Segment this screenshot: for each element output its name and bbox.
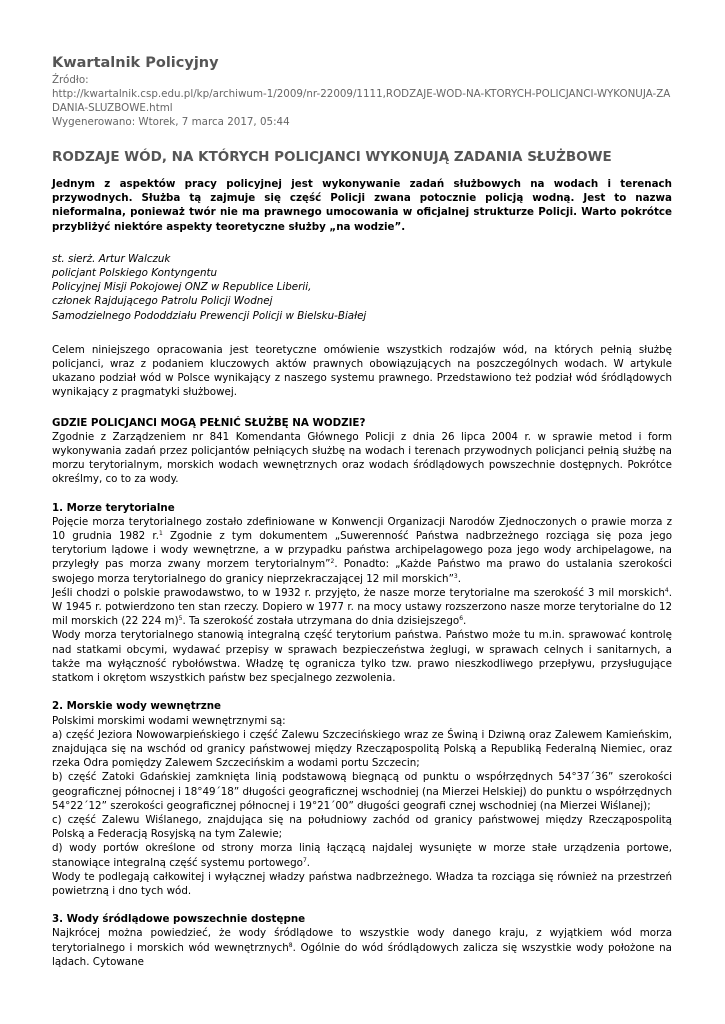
- list-item: b) część Zatoki Gdańskiej zamknięta linią podstawową biegnącą od punktu o współrzędnych 54°37´36” szerokości geograficznej północnej i 18°49´18” długości geograficznej wschodniej (na Mierzei Helskiej) do punktu o współrzędnych 54°22´12” szerokości geograficznej północnej i 19°21´00” długości geografi cznej wschodniej (na Mierzei Wiślanej);: [52, 771, 672, 812]
- footnote-ref[interactable]: 1: [158, 530, 163, 538]
- paragraph: Wody te podlegają całkowitej i wyłącznej władzy państwa nadbrzeżnego. Władza ta rozciąga się również na przestrzeń powietrzną i dno tych wód.: [52, 870, 672, 897]
- footnote-ref[interactable]: 7: [302, 856, 307, 864]
- section-heading: 1. Morze terytorialne: [52, 501, 175, 514]
- footnote-ref[interactable]: 6: [459, 615, 464, 623]
- footnote-ref[interactable]: 3: [453, 572, 458, 580]
- section-heading: GDZIE POLICJANCI MOGĄ PEŁNIĆ SŁUŻBĘ NA WODZIE?: [52, 416, 366, 429]
- paragraph: Wody morza terytorialnego stanowią integralną część terytorium państwa. Państwo może tu m.in. sprawować kontrolę nad statkami obcymi, wydawać przepisy w sprawach bezpieczeństwa żeglugi, w sprawach celnych i sanitarnych, a także ma wyłączność rybołówstwa. Władzę tę ogranicza tylko tzw. prawo nieszkodliwego przepływu, przysługujące statkom i okrętom wszystkich państw bez specjalnego zezwolenia.: [52, 629, 672, 685]
- generated-date: Wygenerowano: Wtorek, 7 marca 2017, 05:44: [52, 116, 290, 128]
- footnote-ref[interactable]: 5: [178, 615, 183, 623]
- author-role: członek Rajdującego Patrolu Policji Wodnej: [52, 295, 273, 308]
- paragraph: Zgodnie z Zarządzeniem nr 841 Komendanta Głównego Policji z dnia 26 lipca 2004 r. w sprawie metod i form wykonywania zadań przez policjantów pełniących służbę na wodach i terenach przywodnych policjanci pełnią służbę na morzu terytorialnym, morskich wodach wewnętrznych oraz wodach śródlądowych powszechnie dostępnych. Pokrótce określmy, co to za wody.: [52, 430, 672, 486]
- footnote-ref[interactable]: 4: [664, 586, 669, 594]
- footnote-ref[interactable]: 2: [330, 558, 335, 566]
- paragraph: Jeśli chodzi o polskie prawodawstwo, to w 1932 r. przyjęto, że nasze morze terytorialne ma szerokość 3 mil morskich$^4$. W 1945 r. potwierdzono ten stan rzeczy. Dopiero w 1977 r. na mocy ustawy rozszerzono nasze morze terytorialne do 12 mil morskich (22 224 m)$^5$. Ta szerokość została utrzymana do dnia dzisiejszego$^6$.: [52, 586, 672, 628]
- paragraph: Pojęcie morza terytorialnego zostało zdefiniowane w Konwencji Organizacji Narodów Zjednoczonych o prawie morza z 10 grudnia 1982 r.$^1$ Zgodnie z tym dokumentem „Suwerenność Państwa nadbrzeżnego rozciąga się poza jego terytorium lądowe i wody wewnętrzne, a w przypadku państwa archipelagowego poza jego wody archipelagowe, na przyległy pas morza zwany morzem terytorialnym”$^2$. Ponadto: „Każde Państwo ma prawo do ustalania szerokości swojego morza terytorialnego do granicy nieprzekraczającej 12 mil morskich”$^3$.: [52, 515, 673, 585]
- author-name: st. sierż. Artur Walczuk: [52, 252, 171, 265]
- journal-title: Kwartalnik Policyjny: [52, 55, 219, 71]
- source-block: [52, 73, 672, 129]
- list-item: c) część Zalewu Wiślanego, znajdująca się na południowy zachód od granicy państwowej między Rzecząpospolitą Polską a Federacją Rosyjską na tym Zalewie;: [52, 813, 672, 841]
- author-block: [52, 252, 672, 323]
- author-role: Policyjnej Misji Pokojowej ONZ w Republice Liberii,: [52, 281, 312, 294]
- section-heading: 3. Wody śródlądowe powszechnie dostępne: [52, 913, 306, 926]
- paragraph: Najkrócej można powiedzieć, że wody śródlądowe to wszystkie wody danego kraju, z wyjątkiem wód morza terytorialnego i morskich wód wewnętrznych$^8$. Ogólnie do wód śródlądowych zalicza się wszystkie wody położone na lądach. Cytowane: [52, 927, 672, 968]
- article-lead: Jednym z aspektów pracy policyjnej jest wykonywanie zadań służbowych na wodach i terenach przywodnych. Służba tą zajmuje się część Policji zwana potocznie policją wodną. Jest to nazwa nieformalna, ponieważ twór nie ma prawnego umocowania w oficjalnej strukturze Policji. Warto pokrótce przybliżyć niektóre aspekty teoretyczne służby „na wodzie”.: [52, 178, 672, 233]
- section-heading: 2. Morskie wody wewnętrzne: [52, 700, 222, 713]
- article-title: RODZAJE WÓD, NA KTÓRYCH POLICJANCI WYKONUJĄ ZADANIA SŁUŻBOWE: [52, 149, 612, 165]
- author-role: policjant Polskiego Kontyngentu: [52, 267, 218, 280]
- list-item: d) wody portów określone od strony morza linią łączącą najdalej wysunięte w morze stałe urządzenia portowe, stanowiące integralną część systemu portowego$^7$.: [52, 842, 672, 869]
- source-url: http://kwartalnik.csp.edu.pl/kp/archiwum-1/2009/nr-22009/1111,RODZAJE-WOD-NA-KTORYCH-POLICJANCI-WYKONUJA-ZADANIA-SLUZBOWE.html: [52, 88, 671, 114]
- source-label: Źródło:: [52, 74, 89, 86]
- list-item: a) część Jeziora Nowowarpieńskiego i część Zalewu Szczecińskiego wraz ze Świną i Dziwną oraz Zalewem Kamieńskim, znajdująca się na wschód od granicy państwowej między Rzecząpospolitą Polską a Republiką Federalną Niemiec, oraz rzeka Odra pomiędzy Zalewem Szczecińskim a wodami portu Szczecin;: [52, 728, 672, 770]
- intro-paragraph: Celem niniejszego opracowania jest teoretyczne omówienie wszystkich rodzajów wód, na których pełnią służbę policjanci, wraz z podaniem kluczowych aktów prawnych obowiązujących na poszczególnych wodach. W artykule ukazano podział wód w Polsce wynikający z naszego systemu prawnego. Przedstawiono też podział wód śródlądowych wynikający z pragmatyki służbowej.: [52, 343, 672, 399]
- document-page: [52, 54, 672, 969]
- author-role: Samodzielnego Pododdziału Prewencji Policji w Bielsku-Białej: [52, 309, 367, 322]
- footnote-ref[interactable]: 8: [288, 941, 293, 949]
- paragraph: Polskimi morskimi wodami wewnętrznymi są:: [52, 714, 286, 727]
